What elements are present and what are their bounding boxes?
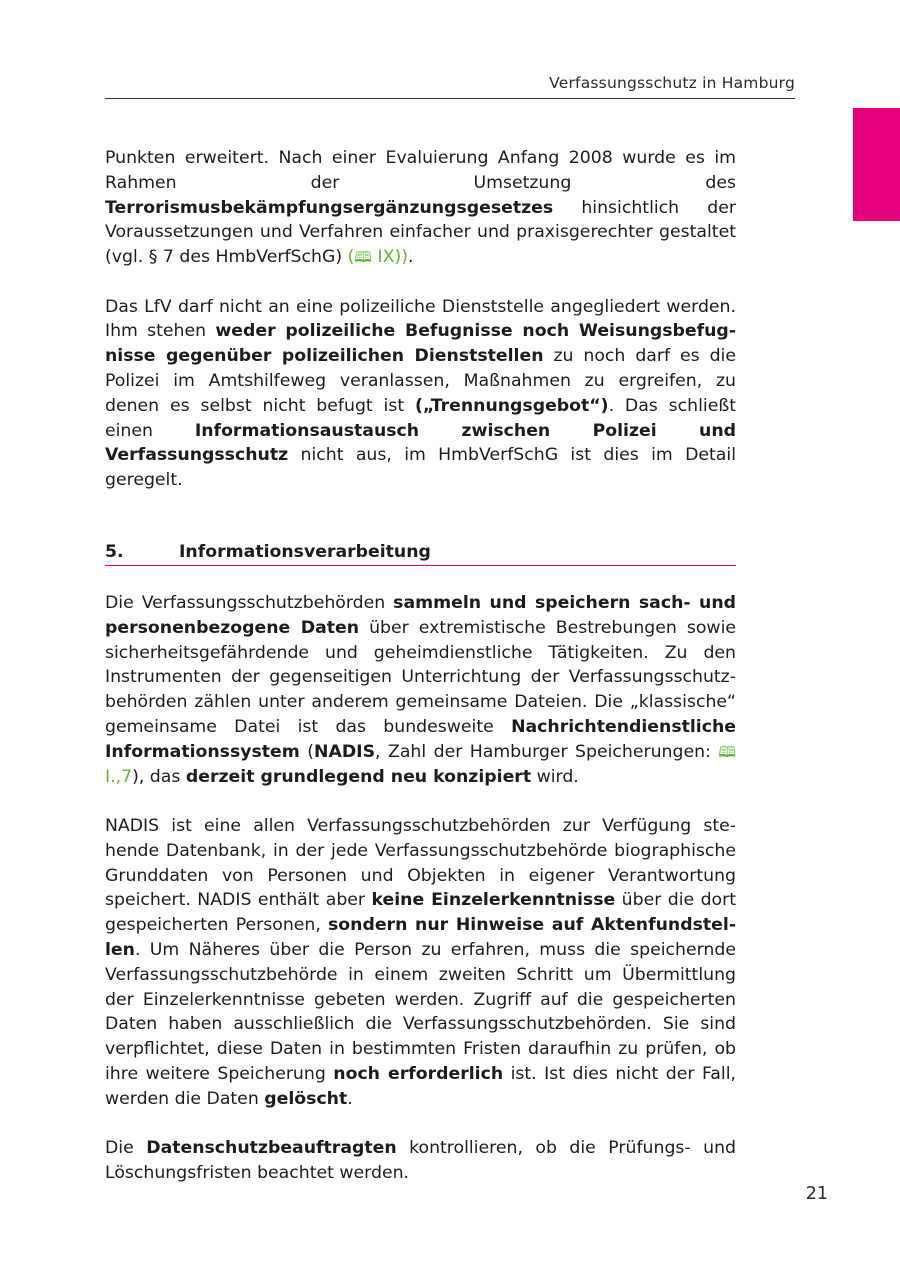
bold-term-info-exchange: Informationsaustausch zwischen Polizei und Verfassungsschutz (105, 420, 737, 466)
paragraph-nadis (105, 814, 736, 1112)
ref-paren: ( (347, 247, 355, 268)
bold-term-collect-data: sammeln und speichern sach- und personenbezogene Daten (105, 592, 736, 638)
text-run: . Das schließt einen (105, 395, 736, 441)
text-run: , Zahl der Hamburger Speicherungen: (375, 741, 719, 762)
cross-reference-ix[interactable]: (🕮 IX)) (347, 247, 408, 268)
paragraph-data-collection (105, 591, 736, 789)
text-run: Das LfV darf nicht an eine polizeiliche Dienststelle angegliedert werden. Ihm stehen (105, 296, 736, 342)
book-icon: 🕮 (354, 248, 373, 267)
bold-term-deleted: gelöscht (264, 1088, 348, 1109)
text-run: NADIS ist eine allen Verfassungsschutzbehörden zur Verfügung stehende Datenbank, in der jede Verfassungsschutzbehörde biographische Grunddaten von Personen und Objekten in eigener Verantwortung speichert. NADIS enthält aber (105, 815, 736, 911)
text-run: nicht aus, im HmbVerfSchG ist dies im Detail geregelt. (105, 445, 736, 491)
text-run: kontrollieren, ob die Prüfungs- und Löschungsfristen beachtet werden. (105, 1138, 736, 1183)
text-run: Die (105, 1138, 147, 1159)
section-heading (105, 540, 736, 566)
bold-term-nadis-full: Nachrichtendienstliche Informationssystem (105, 716, 736, 762)
bold-term-redesign: derzeit grundlegend neu konzipiert (185, 766, 532, 787)
page-number: 21 (805, 1184, 828, 1204)
bold-term-still-required: noch erforderlich (333, 1063, 504, 1084)
text-run: . Um Näheres über die Person zu erfahren, muss die speichernde Verfassungsschutzbehörde in einem zweiten Schritt um Übermittlung der Einzelerkenntnisse gebeten werden. Zugriff auf die gespeicherten Daten haben ausschließlich die Verfassungsschutzbehörden. Sie sind verpflichtet, diese Daten in bestimmten Fristen daraufhin zu prüfen, ob ihre weitere Speicherung (105, 939, 736, 1084)
text-run: über extremistische Bestrebungen sowie sicherheitsgefährdende und geheimdienstliche Tätigkeiten. Zu den Instrumenten der gegenseitigen Unterrichtung der Verfassungsschutzbehörden zählen unter anderem gemeinsame Dateien. Die „klassische“ gemeinsame Datei ist das bundesweite (105, 617, 736, 737)
text-run: zu noch darf es die Polizei im Amtshilfeweg veranlassen, Maßnahmen zu ergreifen, zu denen es selbst nicht befugt ist (105, 346, 736, 416)
bold-term-file-references: sondern nur Hinweise auf Aktenfundstellen (105, 915, 736, 960)
text-run: Punkten erweitert. Nach einer Evaluierung Anfang 2008 wurde es im Rahmen der Umsetzung des (105, 148, 736, 193)
text-run: ( (299, 741, 314, 762)
bold-term-trennungsgebot: („Trennungsgebot“) (414, 395, 609, 416)
header-rule (105, 98, 795, 99)
section-title: Informationsverarbeitung (179, 541, 431, 562)
book-icon: 🕮 (718, 742, 736, 761)
text-run: wird. (531, 766, 579, 787)
text-run: . (347, 1088, 353, 1109)
section-number: 5. (105, 541, 124, 562)
paragraph-separation-principle (105, 295, 736, 493)
bold-term-nadis: NADIS (313, 741, 376, 762)
text-run: ), das (132, 766, 186, 787)
bold-term-law: Terrorismusbekämpfungsergänzungsgesetzes (105, 197, 554, 218)
bold-term-no-details: keine Einzelerkenntnisse (371, 890, 616, 911)
ref-label: I.,7 (105, 766, 133, 787)
text-run: ist. Ist dies nicht der Fall, werden die Daten (105, 1063, 736, 1109)
text-run: Die Verfassungsschutzbehörden (105, 592, 394, 613)
ref-label: IX) (372, 247, 402, 268)
chapter-tab-marker (853, 108, 900, 221)
text-run: über die dort gespeicherten Personen, (105, 890, 736, 936)
bold-term-powers: weder polizeiliche Befugnisse noch Weisungsbefugnisse gegenüber polizeilichen Dienststellen (105, 321, 736, 367)
paragraph-evaluation (105, 146, 736, 270)
text-run: hinsichtlich der Voraussetzungen und Verfahren einfacher und praxisgerechter gestaltet (vgl. § 7 des HmbVerfSchG) (105, 197, 736, 268)
text-run: . (407, 247, 414, 268)
running-header: Verfassungsschutz in Hamburg (549, 74, 795, 92)
paragraph-data-protection (105, 1136, 736, 1186)
bold-term-data-protection: Datenschutzbeauftragten (146, 1138, 397, 1159)
page-content (105, 146, 736, 1186)
